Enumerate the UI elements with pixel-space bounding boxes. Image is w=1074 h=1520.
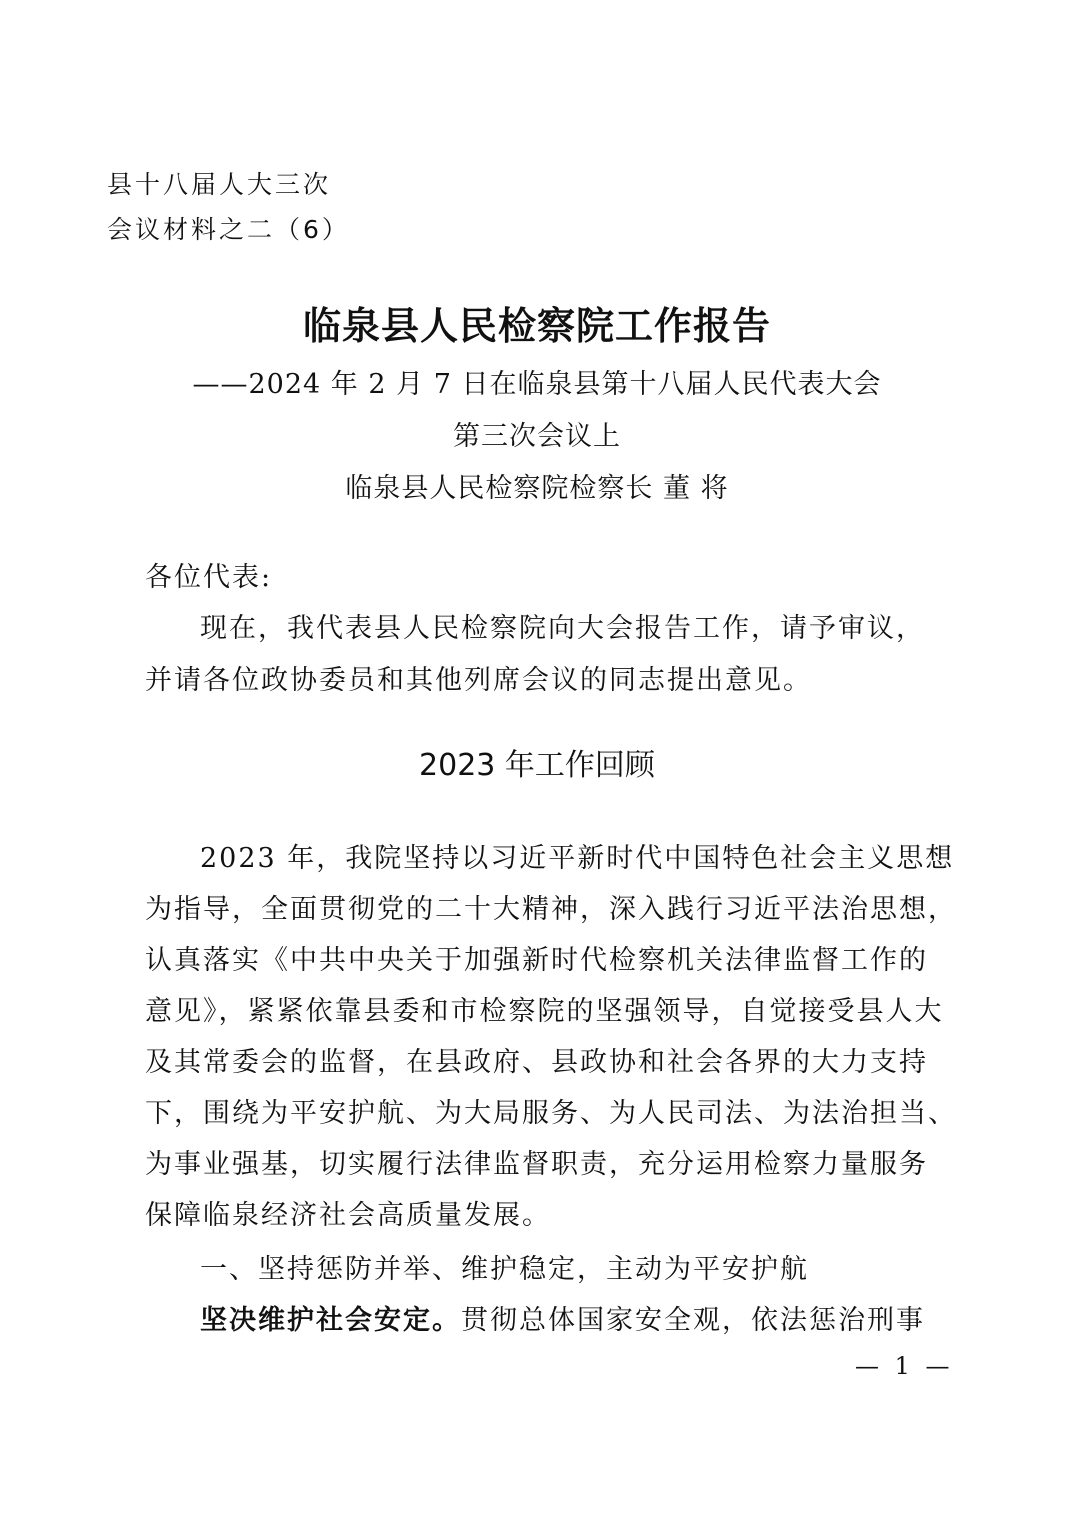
body-line3: 认真落实《中共中央关于加强新时代检察机关法律监督工作的 bbox=[145, 945, 928, 976]
body-line6: 下，围绕为平安护航、为大局服务、为人民司法、为法治担当、 bbox=[145, 1098, 957, 1129]
section-heading-1: 一、坚持惩防并举、维护稳定，主动为平安护航 bbox=[200, 1254, 809, 1285]
page-number: — 1 — bbox=[855, 1352, 954, 1380]
salutation: 各位代表: bbox=[145, 562, 273, 593]
body-line2: 为指导，全面贯彻党的二十大精神，深入践行习近平法治思想， bbox=[145, 894, 957, 925]
intro-line2: 并请各位政协委员和其他列席会议的同志提出意见。 bbox=[145, 665, 812, 696]
intro-line1: 现在，我代表县人民检察院向大会报告工作，请予审议， bbox=[200, 613, 925, 644]
body-line1: 2023 年，我院坚持以习近平新时代中国特色社会主义思想 bbox=[200, 843, 955, 874]
subtitle-line2: 第三次会议上 bbox=[453, 421, 621, 452]
body-line5: 及其常委会的监督，在县政府、县政协和社会各界的大力支持 bbox=[145, 1047, 928, 1078]
meeting-label-line2: 会议材料之二（6） bbox=[107, 215, 350, 244]
body-line4: 意见》，紧紧依靠县委和市检察院的坚强领导，自觉接受县人大 bbox=[145, 996, 944, 1027]
meeting-label-line1: 县十八届人大三次 bbox=[107, 170, 332, 199]
document-title: 临泉县人民检察院工作报告 bbox=[302, 304, 771, 348]
body-line8: 保障临泉经济社会高质量发展。 bbox=[145, 1200, 551, 1231]
subtitle-line1: ——2024 年 2 月 7 日在临泉县第十八届人民代表大会 bbox=[192, 369, 882, 400]
body-line7: 为事业强基，切实履行法律监督职责，充分运用检察力量服务 bbox=[145, 1149, 928, 1180]
subtitle-author: 临泉县人民检察院检察长 董 将 bbox=[345, 473, 729, 504]
paragraph-last bbox=[200, 1298, 990, 1337]
paragraph-lead: 坚决维护社会安定。 bbox=[200, 1305, 461, 1336]
section-title: 2023 年工作回顾 bbox=[419, 748, 655, 783]
paragraph-text: 贯彻总体国家安全观，依法惩治刑事 bbox=[461, 1305, 925, 1336]
